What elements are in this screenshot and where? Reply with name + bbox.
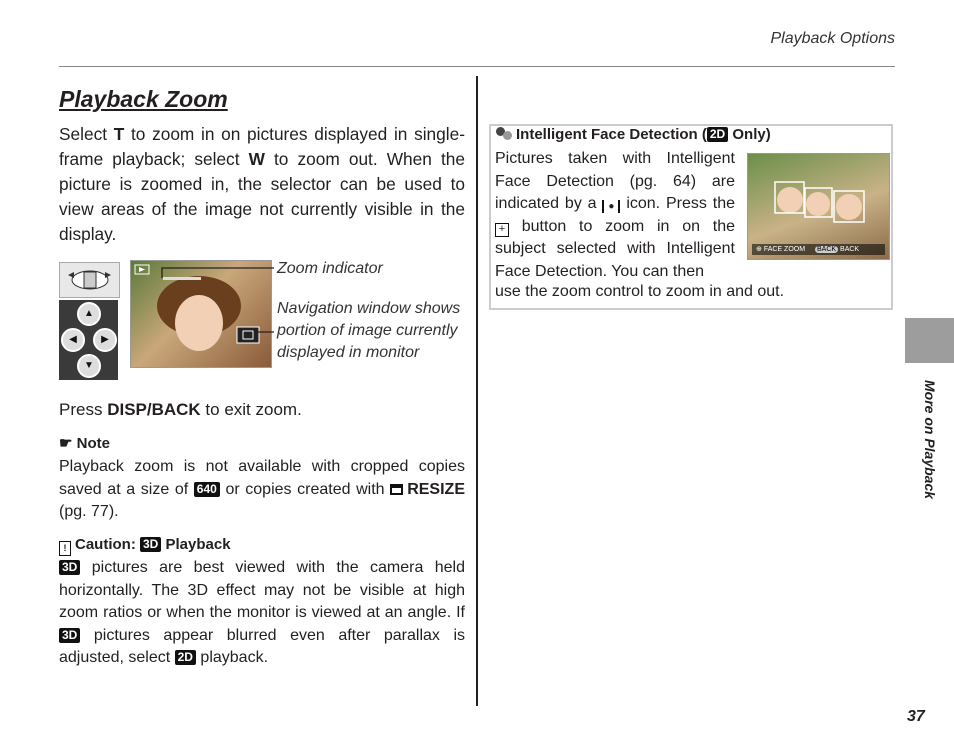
face-icon: ● (602, 200, 620, 213)
column-divider (476, 76, 478, 706)
note-heading: ☛ Note (59, 435, 110, 452)
zoom-lever-icon (60, 263, 119, 297)
caution-heading: ! Caution: 3D Playback (59, 536, 231, 556)
exit-zoom-text: Press DISP/BACK to exit zoom. (59, 400, 302, 419)
face-detection-icon (496, 127, 512, 140)
header-rule (59, 66, 895, 67)
zoom-indicator-label: Zoom indicator (277, 260, 383, 277)
selector-illustration (59, 300, 118, 380)
page-number: 37 (907, 708, 925, 725)
face-detection-body: Pictures taken with Intelligent Face Detection (pg. 64) are indicated by a ● icon. Press the + button to zoom in on the subject selected with Intelligent Face Detection. You can then (495, 150, 735, 280)
key-w: W (248, 149, 265, 169)
3d-badge: 3D (59, 560, 80, 575)
face-detection-photo (747, 153, 890, 260)
zoom-dial-illustration (59, 262, 120, 298)
face-detection-heading: Intelligent Face Detection ( 2D Only) (496, 126, 771, 143)
key-t: T (113, 124, 125, 144)
left-arrow-icon: ◀ (61, 328, 85, 352)
resize-icon (390, 484, 403, 495)
note-icon: ☛ (59, 435, 73, 452)
right-arrow-icon: ▶ (93, 328, 117, 352)
caution-body: 3D pictures are best viewed with the camera held horizontally. The 3D effect may not be visible at high zoom ratios or when the monitor is viewed at an angle. If 3D pictures appear blurred even after parallax is adjusted, select 2D playback. (59, 559, 465, 666)
section-header: Playback Options (770, 30, 895, 47)
face-zoom-plus-icon: ⊕ (756, 246, 762, 253)
navigation-window-label: Navigation window shows portion of image currently displayed in monitor (277, 300, 461, 361)
intro-paragraph: Select T to zoom in on pictures displayed in single-frame playback; select W to zoom out. When the picture is zoomed in, the selector can be used to view areas of the image not currently visible in the display. (59, 124, 466, 244)
up-arrow-icon: ▲ (77, 302, 101, 326)
2d-badge: 2D (175, 650, 196, 665)
side-tab (905, 318, 954, 363)
size-640-badge: 640 (194, 482, 220, 497)
callout-lines (158, 262, 278, 342)
key-disp-back: DISP/BACK (107, 400, 201, 419)
caution-icon: ! (59, 541, 71, 556)
2d-badge: 2D (707, 127, 728, 142)
down-arrow-icon: ▼ (77, 354, 101, 378)
3d-badge: 3D (59, 628, 80, 643)
note-body: Playback zoom is not available with cropped copies saved at a size of 640 or copies created with RESIZE (pg. 77). (59, 458, 465, 520)
page-title: Playback Zoom (59, 86, 228, 112)
face-detection-last-line: use the zoom control to zoom in and out. (495, 283, 785, 300)
3d-badge: 3D (140, 537, 161, 552)
zoom-button-icon: + (495, 223, 509, 237)
side-tab-label: More on Playback (922, 380, 938, 500)
screen-status-bar: ⊕ FACE ZOOM BACK BACK (752, 244, 885, 255)
